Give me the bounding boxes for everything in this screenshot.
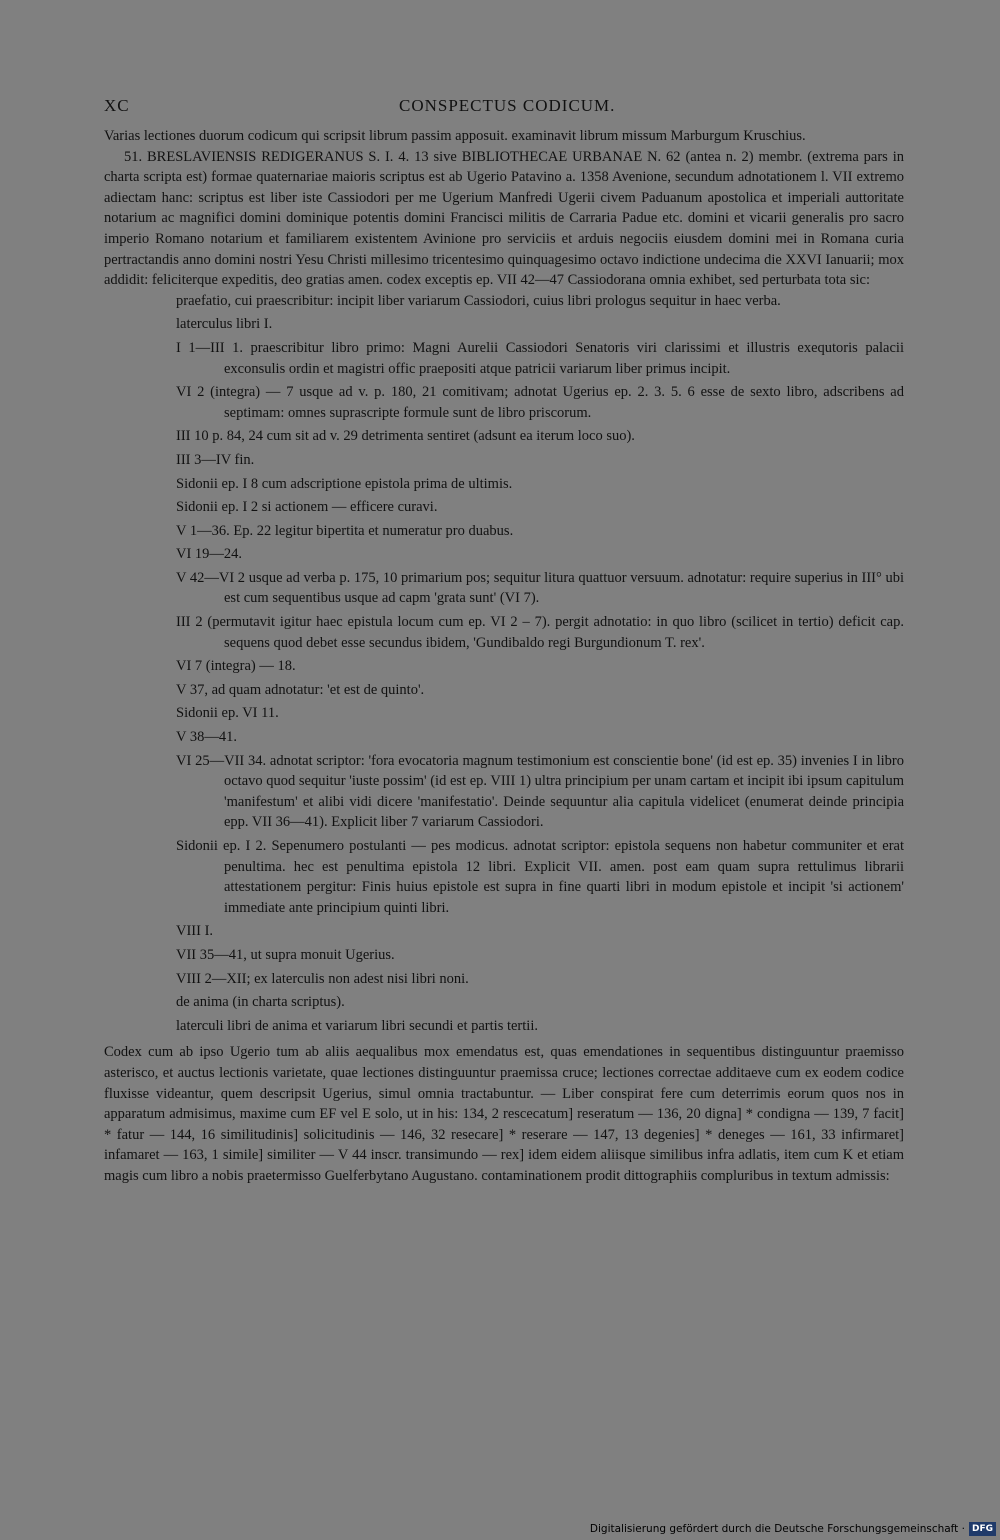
list-item: VIII I. [176, 923, 214, 940]
list-item: Sidonii ep. I 2. Sepenumero postulanti — pes modicus. adnotat scriptor: epistola sequens non habetur communiter et erat penultima. hec est penultima epistola 12 libri. Explicit VII. amen. post eam quam supra rettulimus librarii attestationem pergitur: Finis huius epistole est supra in fine quarti libri in modum epistole et incipit 'si actionem' immediate ante principium quinti libri. [176, 838, 904, 916]
list-item: VI 25—VII 34. adnotat scriptor: 'fora evocatoria magnum testimonium est conscientie bone' (id est ep. 35) invenies I in libro octavo quod sequitur 'iuste possim' (id est ep. VIII 1) ultra principium per unam cartam et incipit ibi ipsum capitulum 'manifestum' et alibi vidi dicere 'manifestatio'. Deinde sequuntur alia capitula videlicet (enumerat deinde principia epp. VII 36—41). Explicit liber 7 variarum Cassiodori. [176, 752, 904, 831]
codex-51-paragraph: 51. BRESLAVIENSIS REDIGERANUS S. I. 4. 13 sive BIBLIOTHECAE URBANAE N. 62 (antea n. 2) membr. (extrema pars in charta scripta est) formae quaternariae maioris scriptus est ab Ugerio Patavino a. 1358 Avenione, secundum adnotationem l. VII extremo adiectam hanc: scriptus est liber iste Cassiodori per me Ugerium Manfredi Ugerii civem Paduanum apostolica et imperiali auttoritate notarium ac magnifici domini dominique potentis domini Francisci militis de Carraria Padue etc. domini et vicarii generalis pro sacro imperio Romano notarium et familiarem existentem Avinione pro serviciis et arduis negociis eiusdem domini mei in Romana curia pertractandis anno domini nostri Yesu Christi millesimo tricentesimo quinquagesimo octavo indictione undecima die XXVI Ianuarii; mox addidit: feliciterque expeditis, deo gratias amen. codex exceptis ep. VII 42—47 Cassiodorana omnia exhibet, sed perturbata tota sic: [104, 148, 904, 289]
list-item: V 38—41. [176, 729, 237, 746]
list-item: Sidonii ep. VI 11. [176, 705, 279, 722]
list-item: V 42—VI 2 usque ad verba p. 175, 10 primarium pos; sequitur litura quattuor versuum. adnotatur: require superius in III° ubi est cum sequentibus usque ad capm 'grata sunt' (VI 7). [176, 569, 904, 607]
page-number: XC [104, 96, 130, 115]
credit-text: Digitalisierung gefördert durch die Deutsche Forschungsgemeinschaft · [589, 1523, 965, 1535]
list-item: VII 35—41, ut supra monuit Ugerius. [176, 946, 395, 963]
list-item: laterculi libri de anima et variarum libri secundi et partis tertii. [176, 1017, 538, 1034]
list-item: III 10 p. 84, 24 cum sit ad v. 29 detrimenta sentiret (adsunt ea iterum loco suo). [176, 428, 635, 445]
list-item: Sidonii ep. I 8 cum adscriptione epistola prima de ultimis. [176, 475, 513, 492]
intro-paragraph: Varias lectiones duorum codicum qui scripsit librum passim apposuit. examinavit librum missum Marburgum Kruschius. [104, 128, 806, 144]
closing-paragraph: Codex cum ab ipso Ugerio tum ab aliis aequalibus mox emendatus est, quas emendationes in sequentibus distinguuntur praemisso asterisco, et auctus lectionis varietate, quae lectiones distinguuntur praemissa cruce; lectiones correctae additaeve cum ex eodem codice fluxisse videantur, quem descripsit Ugerius, simul omnia tractabuntur. — Liber conspirat fere cum deterrimis eorum quos nos in apparatum admisimus, maxime cum EF vel E solo, ut in his: 134, 2 rescecatum] reseratum — 136, 20 digna] * condigna — 139, 7 facit] * fatur — 144, 16 similitudinis] solicitudinis — 146, 32 resecare] * reserare — 147, 13 degenies] * deneges — 161, 33 infirmaret] infamaret — 163, 1 simile] similiter — V 44 inscr. transimundo — rex] idem eidem aliisque similibus infra adlatis, item cum K et etiam magis cum libro a nobis praetermisso Guelferbytano Augustano. contaminationem prodit dittographiis compluribus in textum admissis: [104, 1044, 904, 1184]
list-item: III 3—IV fin. [176, 451, 255, 468]
list-item: VIII 2—XII; ex laterculis non adest nisi libri noni. [176, 970, 469, 987]
list-item: III 2 (permutavit igitur haec epistula locum cum ep. VI 2 – 7). pergit adnotatio: in quo libro (scilicet in tertio) deficit cap. sequens quod debet esse secundus ibidem, 'Gundibaldo regi Burgundionum T. rex'. [176, 614, 904, 651]
list-item: VI 2 (integra) — 7 usque ad v. p. 180, 21 comitivam; adnotat Ugerius ep. 2. 3. 5. 6 esse de sexto libro, adscribens ad septimam: omnes suprascripte formule sunt de libro priscorum. [176, 384, 904, 421]
list-item: Sidonii ep. I 2 si actionem — efficere curavi. [176, 499, 438, 516]
contents-list [176, 291, 904, 1037]
dfg-logo-icon: DFG [969, 1522, 996, 1536]
running-header [104, 90, 904, 120]
list-item: VI 19—24. [176, 546, 243, 563]
running-title: CONSPECTUS CODICUM. [399, 96, 616, 115]
page [104, 90, 904, 1187]
digitization-credit [590, 1522, 996, 1536]
list-item: I 1—III 1. praescribitur libro primo: Magni Aurelii Cassiodori Senatoris viri clarissimi et illustris exequtoris palacii exconsulis ordin et magistri offic praepositi atque patricii variarum liber primus incipit. [176, 339, 904, 377]
list-item: V 1—36. Ep. 22 legitur bipertita et numeratur pro duabus. [176, 522, 514, 539]
list-item: laterculus libri I. [176, 316, 273, 333]
list-item: praefatio, cui praescribitur: incipit liber variarum Cassiodori, cuius libri prologus sequitur in haec verba. [176, 292, 781, 309]
list-item: VI 7 (integra) — 18. [176, 658, 296, 675]
list-item: de anima (in charta scriptus). [176, 994, 345, 1011]
list-item: V 37, ad quam adnotatur: 'et est de quinto'. [176, 681, 425, 698]
